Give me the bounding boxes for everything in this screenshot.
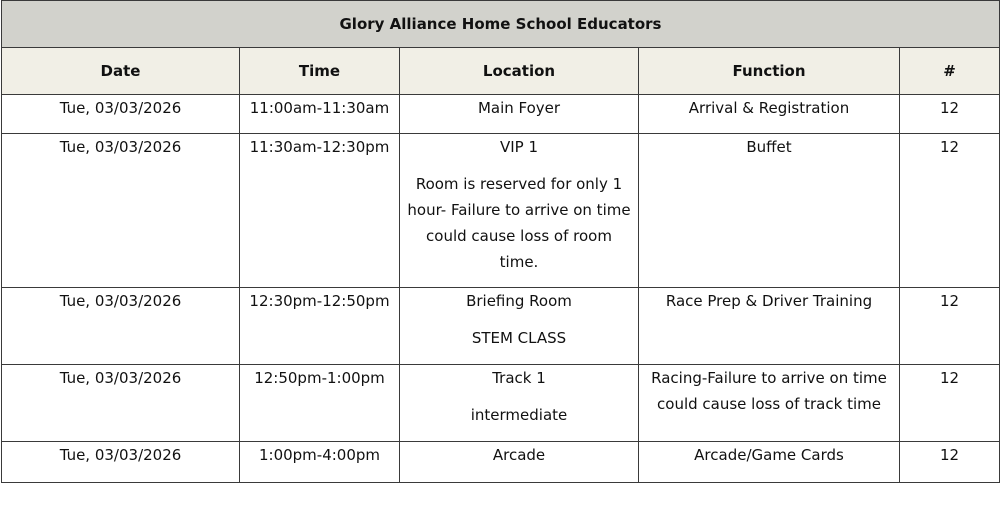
table-row xyxy=(2,134,1000,288)
cell-location xyxy=(400,442,639,483)
column-header-count: # xyxy=(900,48,1000,95)
cell-location xyxy=(400,95,639,134)
table-row xyxy=(2,365,1000,442)
location-name: Track 1 xyxy=(492,369,546,387)
cell-date: Tue, 03/03/2026 xyxy=(2,365,240,442)
cell-function: Racing-Failure to arrive on time could cause loss of track time xyxy=(639,365,900,442)
location-name: VIP 1 xyxy=(499,138,539,156)
header-row xyxy=(2,48,1000,95)
location-note: STEM CLASS xyxy=(471,329,567,347)
column-header-date: Date xyxy=(2,48,240,95)
location-note: Room is reserved for only 1 hour- Failure to arrive on time could cause loss of room time. xyxy=(407,175,631,271)
cell-time: 11:30am-12:30pm xyxy=(240,134,400,288)
cell-count: 12 xyxy=(900,365,1000,442)
cell-function: Arrival & Registration xyxy=(639,95,900,134)
cell-date: Tue, 03/03/2026 xyxy=(2,95,240,134)
title-row xyxy=(2,1,1000,48)
cell-count: 12 xyxy=(900,442,1000,483)
cell-function: Arcade/Game Cards xyxy=(639,442,900,483)
cell-location xyxy=(400,134,639,288)
cell-count: 12 xyxy=(900,288,1000,365)
cell-time: 11:00am-11:30am xyxy=(240,95,400,134)
cell-function: Race Prep & Driver Training xyxy=(639,288,900,365)
location-note: intermediate xyxy=(470,406,568,424)
table-row xyxy=(2,95,1000,134)
cell-date: Tue, 03/03/2026 xyxy=(2,442,240,483)
cell-date: Tue, 03/03/2026 xyxy=(2,134,240,288)
cell-location xyxy=(400,288,639,365)
cell-time: 12:30pm-12:50pm xyxy=(240,288,400,365)
schedule-table xyxy=(1,0,1000,483)
table-row xyxy=(2,288,1000,365)
table-row xyxy=(2,442,1000,483)
cell-function: Buffet xyxy=(639,134,900,288)
column-header-time: Time xyxy=(240,48,400,95)
cell-time: 1:00pm-4:00pm xyxy=(240,442,400,483)
location-name: Arcade xyxy=(492,446,546,464)
location-name: Main Foyer xyxy=(477,99,561,117)
location-name: Briefing Room xyxy=(466,292,572,310)
column-header-function: Function xyxy=(639,48,900,95)
cell-date: Tue, 03/03/2026 xyxy=(2,288,240,365)
cell-location xyxy=(400,365,639,442)
table-title: Glory Alliance Home School Educators xyxy=(2,1,1000,48)
cell-count: 12 xyxy=(900,95,1000,134)
cell-time: 12:50pm-1:00pm xyxy=(240,365,400,442)
cell-count: 12 xyxy=(900,134,1000,288)
column-header-location: Location xyxy=(400,48,639,95)
